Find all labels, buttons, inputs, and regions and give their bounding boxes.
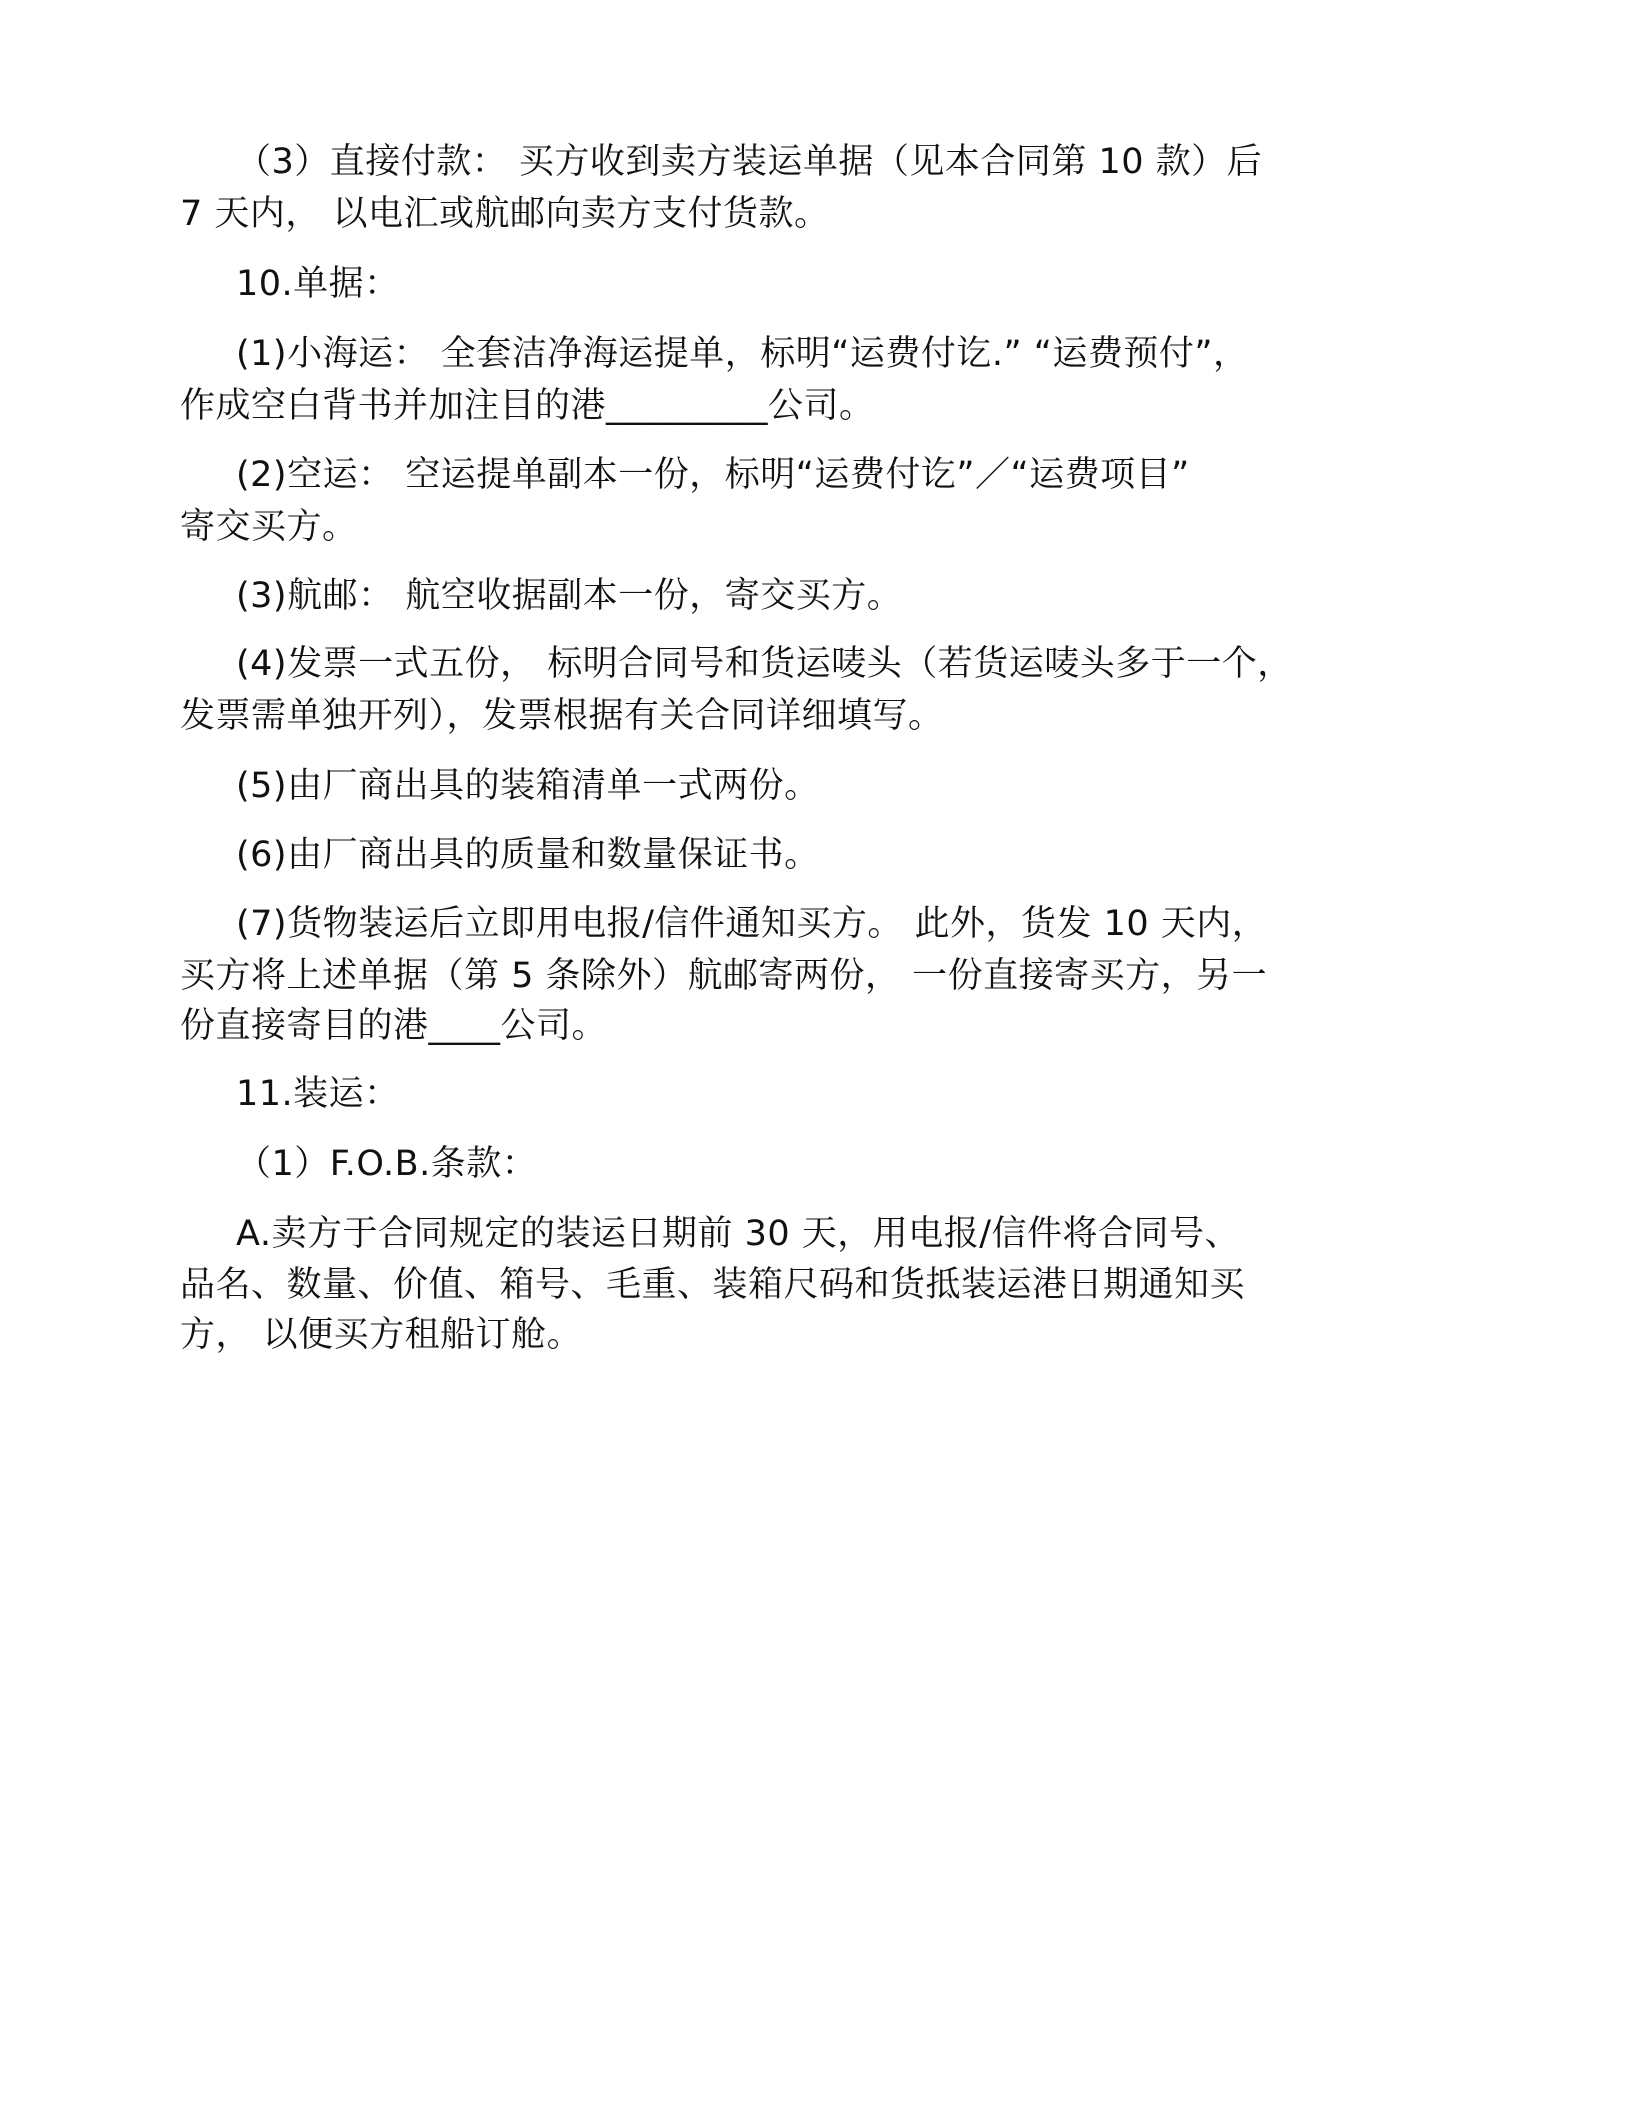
paragraph-invoice-line-1: (4)发票一式五份， 标明合同号和货运唛头（若货运唛头多于一个， <box>236 644 1293 684</box>
paragraph-fob-a-line-2: 品名、数量、价值、箱号、毛重、装箱尺码和货抵装运港日期通知买 <box>180 1265 1246 1305</box>
paragraph-direct-payment-line-1: （3）直接付款： 买方收到卖方装运单据（见本合同第 10 款）后 <box>236 142 1263 182</box>
paragraph-ocean-line-1: (1)小海运： 全套洁净海运提单，标明“运费付讫.” “运费预付”， <box>236 334 1249 374</box>
paragraph-notice-line-1: (7)货物装运后立即用电报/信件通知买方。 此外，货发 10 天内， <box>236 904 1268 944</box>
paragraph-quality-certificate: (6)由厂商出具的质量和数量保证书。 <box>236 835 820 875</box>
paragraph-ocean-line-2: 作成空白背书并加注目的港_________公司。 <box>180 386 875 426</box>
paragraph-direct-payment-line-2: 7 天内， 以电汇或航邮向卖方支付货款。 <box>180 194 830 234</box>
paragraph-invoice-line-2: 发票需单独开列），发票根据有关合同详细填写。 <box>180 696 944 736</box>
section-heading-shipment: 11.装运： <box>236 1074 400 1114</box>
paragraph-air-line-2: 寄交买方。 <box>180 507 358 547</box>
paragraph-packing-list: (5)由厂商出具的装箱清单一式两份。 <box>236 766 820 806</box>
section-heading-documents: 10.单据： <box>236 264 400 304</box>
paragraph-fob-a-line-1: A.卖方于合同规定的装运日期前 30 天，用电报/信件将合同号、 <box>236 1214 1241 1254</box>
paragraph-fob-a-line-3: 方， 以便买方租船订舱。 <box>180 1315 583 1355</box>
paragraph-airmail: (3)航邮： 航空收据副本一份，寄交买方。 <box>236 576 903 616</box>
subsection-fob-terms: （1）F.O.B.条款： <box>236 1144 538 1184</box>
paragraph-air-line-1: (2)空运： 空运提单副本一份，标明“运费付讫”／“运费项目” <box>236 455 1190 495</box>
paragraph-notice-line-2: 买方将上述单据（第 5 条除外）航邮寄两份， 一份直接寄买方，另一 <box>180 956 1268 996</box>
paragraph-notice-line-3: 份直接寄目的港____公司。 <box>180 1006 608 1046</box>
